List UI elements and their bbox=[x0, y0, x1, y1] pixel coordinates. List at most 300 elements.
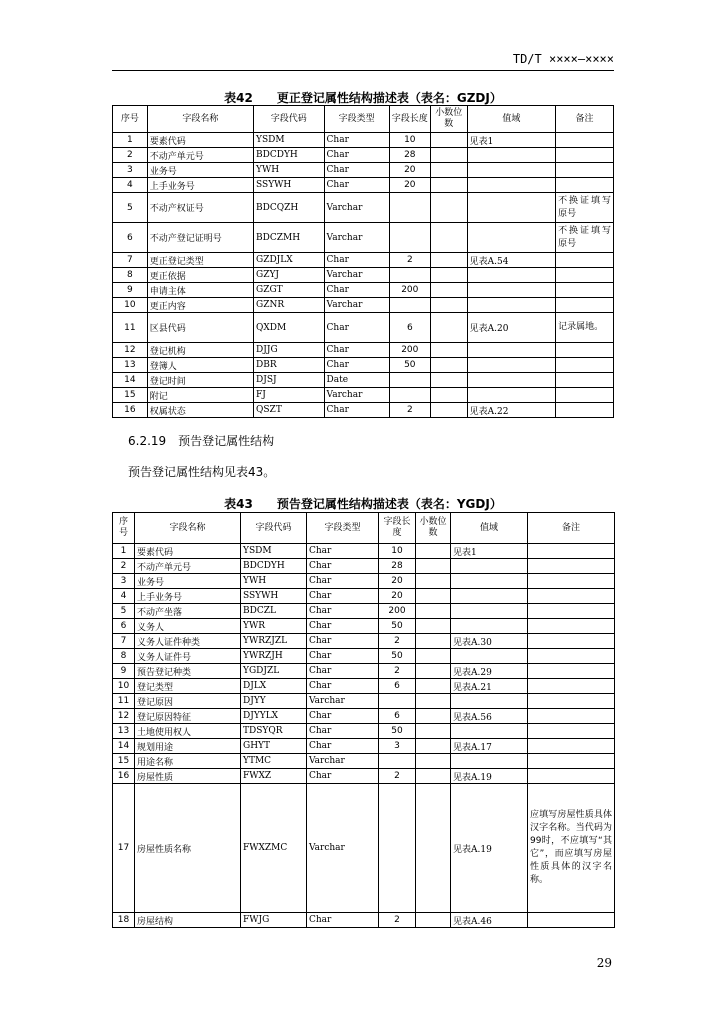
table-cell: 更正内容 bbox=[147, 298, 253, 313]
table-row bbox=[113, 313, 614, 343]
table-cell: 16 bbox=[113, 403, 148, 418]
table-cell: 1 bbox=[113, 133, 148, 148]
table-cell: 见表A.17 bbox=[451, 739, 528, 754]
table-cell: Varchar bbox=[307, 754, 379, 769]
table-cell: DJYYLX bbox=[241, 709, 307, 724]
table43-header-cell: 字段名称 bbox=[135, 513, 241, 544]
table-cell: FJ bbox=[254, 388, 325, 403]
table-row bbox=[113, 298, 614, 313]
section-title: 6.2.19 预告登记属性结构 bbox=[128, 434, 275, 448]
table-cell: Varchar bbox=[307, 784, 379, 913]
table-cell: YGDJZL bbox=[241, 664, 307, 679]
table-cell: YWRZJZL bbox=[241, 634, 307, 649]
table-cell bbox=[467, 283, 555, 298]
table-cell: GZYJ bbox=[254, 268, 325, 283]
table-cell bbox=[451, 604, 528, 619]
table-cell bbox=[416, 634, 451, 649]
table-cell: 12 bbox=[113, 343, 148, 358]
table-cell: BDCDYH bbox=[254, 148, 325, 163]
table-cell: 规划用途 bbox=[135, 739, 241, 754]
table-row bbox=[113, 664, 615, 679]
table42-header-cell: 字段代码 bbox=[254, 106, 325, 133]
table-cell bbox=[379, 694, 416, 709]
table-cell bbox=[528, 724, 615, 739]
table-cell: Char bbox=[307, 604, 379, 619]
table-cell: FWJG bbox=[241, 913, 307, 928]
table43 bbox=[112, 512, 615, 928]
table-row bbox=[113, 649, 615, 664]
table-cell: 用途名称 bbox=[135, 754, 241, 769]
table-row bbox=[113, 754, 615, 769]
table-cell: QSZT bbox=[254, 403, 325, 418]
table-row bbox=[113, 769, 615, 784]
table-row bbox=[113, 589, 615, 604]
table-cell bbox=[528, 754, 615, 769]
table-cell: 见表A.29 bbox=[451, 664, 528, 679]
table-cell: 2 bbox=[379, 769, 416, 784]
table42-header-cell: 序号 bbox=[113, 106, 148, 133]
table-cell bbox=[430, 253, 467, 268]
table-cell bbox=[556, 133, 614, 148]
table-cell bbox=[467, 358, 555, 373]
table-cell: 登簿人 bbox=[147, 358, 253, 373]
table-cell: 不动产坐落 bbox=[135, 604, 241, 619]
table-cell: 11 bbox=[113, 313, 148, 343]
table-cell: TDSYQR bbox=[241, 724, 307, 739]
table43-header-cell: 值域 bbox=[451, 513, 528, 544]
table-cell: 4 bbox=[113, 178, 148, 193]
table-cell bbox=[416, 664, 451, 679]
table-cell: Varchar bbox=[324, 268, 389, 283]
table-cell: 房屋性质 bbox=[135, 769, 241, 784]
table-cell: 20 bbox=[389, 178, 430, 193]
table-cell bbox=[528, 559, 615, 574]
table-cell: 业务号 bbox=[135, 574, 241, 589]
table-row bbox=[113, 388, 614, 403]
table-cell: 权属状态 bbox=[147, 403, 253, 418]
table42-header-cell: 字段类型 bbox=[324, 106, 389, 133]
table-cell: 50 bbox=[389, 358, 430, 373]
table-cell: YWR bbox=[241, 619, 307, 634]
table-cell: DBR bbox=[254, 358, 325, 373]
table-row bbox=[113, 694, 615, 709]
table-cell bbox=[451, 754, 528, 769]
table-cell: Char bbox=[324, 148, 389, 163]
table-cell: Char bbox=[307, 634, 379, 649]
table-row bbox=[113, 373, 614, 388]
table-cell: 见表1 bbox=[467, 133, 555, 148]
table-cell: DJJG bbox=[254, 343, 325, 358]
table-cell bbox=[467, 268, 555, 283]
page-number: 29 bbox=[596, 956, 612, 970]
table-cell: 20 bbox=[379, 574, 416, 589]
table-cell: 2 bbox=[389, 253, 430, 268]
table-cell bbox=[556, 148, 614, 163]
table-cell: 义务人 bbox=[135, 619, 241, 634]
table-cell: 3 bbox=[113, 163, 148, 178]
table-cell: 不动产单元号 bbox=[147, 148, 253, 163]
table-cell: 更正依据 bbox=[147, 268, 253, 283]
table-cell: 2 bbox=[113, 148, 148, 163]
table-cell bbox=[389, 388, 430, 403]
table43-header-cell: 字段类型 bbox=[307, 513, 379, 544]
table-cell: 15 bbox=[113, 754, 135, 769]
table-cell: 50 bbox=[379, 724, 416, 739]
table-cell bbox=[416, 649, 451, 664]
table-cell: YSDM bbox=[241, 544, 307, 559]
table-cell: 28 bbox=[389, 148, 430, 163]
table-row bbox=[113, 148, 614, 163]
table42 bbox=[112, 105, 614, 418]
table-cell: 9 bbox=[113, 283, 148, 298]
table-cell: Varchar bbox=[324, 193, 389, 223]
table-row bbox=[113, 268, 614, 283]
table-cell: Char bbox=[307, 709, 379, 724]
table-cell: 不换证填写原号 bbox=[556, 223, 614, 253]
table43-header-cell: 序号 bbox=[113, 513, 135, 544]
table-cell bbox=[416, 709, 451, 724]
table-cell: YWH bbox=[241, 574, 307, 589]
table-cell: Varchar bbox=[324, 388, 389, 403]
table-cell: 2 bbox=[379, 913, 416, 928]
table-cell: Char bbox=[307, 574, 379, 589]
table-cell bbox=[528, 589, 615, 604]
table-cell bbox=[556, 358, 614, 373]
table-cell: 4 bbox=[113, 589, 135, 604]
table-cell bbox=[467, 178, 555, 193]
table-cell bbox=[556, 388, 614, 403]
table-cell bbox=[451, 619, 528, 634]
table-cell bbox=[416, 739, 451, 754]
table-cell: GHYT bbox=[241, 739, 307, 754]
table-cell bbox=[467, 373, 555, 388]
table-cell: 6 bbox=[379, 709, 416, 724]
table-cell bbox=[430, 403, 467, 418]
table-cell: 见表A.19 bbox=[451, 784, 528, 913]
table-cell: 7 bbox=[113, 634, 135, 649]
table-cell: BDCZL bbox=[241, 604, 307, 619]
table-cell: 申请主体 bbox=[147, 283, 253, 298]
table-cell: GZNR bbox=[254, 298, 325, 313]
table-cell bbox=[528, 619, 615, 634]
table-cell: 见表A.56 bbox=[451, 709, 528, 724]
table-cell: GZDJLX bbox=[254, 253, 325, 268]
table-row bbox=[113, 679, 615, 694]
table-cell: Char bbox=[324, 403, 389, 418]
table-row bbox=[113, 784, 615, 913]
table-cell: 见表A.22 bbox=[467, 403, 555, 418]
table-cell bbox=[416, 694, 451, 709]
table-cell: 记录属地。 bbox=[556, 313, 614, 343]
table-cell: 2 bbox=[379, 634, 416, 649]
table43-header-cell: 字段长度 bbox=[379, 513, 416, 544]
table-cell: 14 bbox=[113, 739, 135, 754]
table-cell: 见表1 bbox=[451, 544, 528, 559]
table-cell bbox=[430, 148, 467, 163]
table-cell bbox=[556, 283, 614, 298]
table-row bbox=[113, 178, 614, 193]
table-cell: 2 bbox=[113, 559, 135, 574]
table-cell bbox=[467, 388, 555, 403]
table-cell bbox=[416, 769, 451, 784]
table-cell: 应填写房屋性质具体汉字名称。当代码为99时，不应填写“其它”，而应填写房屋性质具体的汉字名称。 bbox=[528, 784, 615, 913]
table-cell: 6 bbox=[379, 679, 416, 694]
table-cell: 见表A.54 bbox=[467, 253, 555, 268]
table-cell bbox=[430, 298, 467, 313]
table43-header-cell: 字段代码 bbox=[241, 513, 307, 544]
table-cell: Char bbox=[324, 313, 389, 343]
table-cell bbox=[416, 724, 451, 739]
table-cell bbox=[389, 268, 430, 283]
table-row bbox=[113, 163, 614, 178]
table-cell: 50 bbox=[379, 649, 416, 664]
table-cell: 10 bbox=[113, 298, 148, 313]
table-cell bbox=[430, 178, 467, 193]
table-cell: 上手业务号 bbox=[135, 589, 241, 604]
table-cell: 房屋性质名称 bbox=[135, 784, 241, 913]
table-cell bbox=[467, 298, 555, 313]
table-cell bbox=[528, 649, 615, 664]
table-cell: 200 bbox=[389, 343, 430, 358]
table-cell: 见表A.20 bbox=[467, 313, 555, 343]
table-cell bbox=[430, 343, 467, 358]
table-cell bbox=[430, 358, 467, 373]
table-cell: Char bbox=[324, 253, 389, 268]
table-cell: 2 bbox=[379, 664, 416, 679]
table-cell: 20 bbox=[379, 589, 416, 604]
table-row bbox=[113, 709, 615, 724]
table-cell: SSYWH bbox=[254, 178, 325, 193]
table-row bbox=[113, 223, 614, 253]
table-cell: 10 bbox=[389, 133, 430, 148]
table-row bbox=[113, 604, 615, 619]
table-cell: 更正登记类型 bbox=[147, 253, 253, 268]
table-cell bbox=[556, 178, 614, 193]
table43-header-row bbox=[113, 513, 615, 544]
table-cell: 义务人证件种类 bbox=[135, 634, 241, 649]
table-cell: 土地使用权人 bbox=[135, 724, 241, 739]
table-cell bbox=[467, 193, 555, 223]
table-cell bbox=[528, 634, 615, 649]
table-cell bbox=[416, 604, 451, 619]
table-cell bbox=[528, 694, 615, 709]
table-cell: 不动产权证号 bbox=[147, 193, 253, 223]
table42-header-cell: 备注 bbox=[556, 106, 614, 133]
table42-header-cell: 值域 bbox=[467, 106, 555, 133]
table-cell bbox=[556, 253, 614, 268]
table-cell: 业务号 bbox=[147, 163, 253, 178]
table-cell: Char bbox=[324, 163, 389, 178]
table-row bbox=[113, 559, 615, 574]
table-cell: Char bbox=[307, 739, 379, 754]
table-cell: Char bbox=[307, 913, 379, 928]
table-cell: 5 bbox=[113, 193, 148, 223]
table-cell: 7 bbox=[113, 253, 148, 268]
table-row bbox=[113, 544, 615, 559]
table-row bbox=[113, 343, 614, 358]
table-cell: 28 bbox=[379, 559, 416, 574]
table-cell: Char bbox=[307, 619, 379, 634]
table-cell bbox=[451, 724, 528, 739]
table-cell: 不动产登记证明号 bbox=[147, 223, 253, 253]
table-cell: YWH bbox=[254, 163, 325, 178]
table42-header-row bbox=[113, 106, 614, 133]
table-cell bbox=[430, 268, 467, 283]
table-cell: 见表A.30 bbox=[451, 634, 528, 649]
table-cell: 见表A.19 bbox=[451, 769, 528, 784]
table-cell: DJSJ bbox=[254, 373, 325, 388]
table-cell bbox=[451, 649, 528, 664]
table-row bbox=[113, 133, 614, 148]
table43-header-cell: 小数位数 bbox=[416, 513, 451, 544]
table-cell: 登记机构 bbox=[147, 343, 253, 358]
table-cell bbox=[467, 223, 555, 253]
table42-caption: 表42 更正登记属性结构描述表（表名：GZDJ） bbox=[224, 91, 502, 105]
table-cell: 8 bbox=[113, 268, 148, 283]
table-cell bbox=[528, 604, 615, 619]
table-cell: 登记原因 bbox=[135, 694, 241, 709]
table-cell: 1 bbox=[113, 544, 135, 559]
table-cell: 200 bbox=[389, 283, 430, 298]
table-cell: 8 bbox=[113, 649, 135, 664]
table-cell: 见表A.21 bbox=[451, 679, 528, 694]
table-cell: Char bbox=[307, 559, 379, 574]
table-cell: BDCDYH bbox=[241, 559, 307, 574]
table-cell: Char bbox=[307, 544, 379, 559]
table-cell: Varchar bbox=[324, 298, 389, 313]
table-cell bbox=[416, 754, 451, 769]
table-cell bbox=[528, 679, 615, 694]
table-cell bbox=[416, 589, 451, 604]
table-cell bbox=[416, 544, 451, 559]
table-cell: YSDM bbox=[254, 133, 325, 148]
table-cell bbox=[389, 193, 430, 223]
table-cell: 13 bbox=[113, 724, 135, 739]
table-cell: 区县代码 bbox=[147, 313, 253, 343]
table-row bbox=[113, 253, 614, 268]
table-cell: 6 bbox=[389, 313, 430, 343]
table-cell: Char bbox=[324, 343, 389, 358]
table-cell: YWRZJH bbox=[241, 649, 307, 664]
table-cell bbox=[556, 163, 614, 178]
table-cell: 11 bbox=[113, 694, 135, 709]
table-cell bbox=[430, 388, 467, 403]
table-cell: Char bbox=[307, 724, 379, 739]
table-cell bbox=[389, 298, 430, 313]
table-cell bbox=[430, 193, 467, 223]
table-cell: Varchar bbox=[307, 694, 379, 709]
table-cell: YTMC bbox=[241, 754, 307, 769]
table-cell: 18 bbox=[113, 913, 135, 928]
table-cell bbox=[451, 589, 528, 604]
table-cell: 要素代码 bbox=[135, 544, 241, 559]
table-row bbox=[113, 634, 615, 649]
table-cell bbox=[528, 664, 615, 679]
table-cell: FWXZMC bbox=[241, 784, 307, 913]
section-paragraph: 预告登记属性结构见表43。 bbox=[128, 465, 276, 479]
table-cell bbox=[451, 574, 528, 589]
table-row bbox=[113, 574, 615, 589]
table-cell: 6 bbox=[113, 619, 135, 634]
table-cell: 登记类型 bbox=[135, 679, 241, 694]
table-cell: 200 bbox=[379, 604, 416, 619]
header-rule bbox=[112, 70, 614, 71]
table-cell bbox=[430, 163, 467, 178]
table-cell: DJYY bbox=[241, 694, 307, 709]
table-cell: 50 bbox=[379, 619, 416, 634]
table-cell bbox=[556, 268, 614, 283]
table-cell bbox=[416, 574, 451, 589]
table-cell: Char bbox=[324, 178, 389, 193]
table-cell: 16 bbox=[113, 769, 135, 784]
table-cell: 房屋结构 bbox=[135, 913, 241, 928]
table-cell: 5 bbox=[113, 604, 135, 619]
table42-header-cell: 字段名称 bbox=[147, 106, 253, 133]
table-cell bbox=[389, 373, 430, 388]
table-cell bbox=[416, 619, 451, 634]
table-cell: 6 bbox=[113, 223, 148, 253]
table-cell: Char bbox=[324, 358, 389, 373]
table-cell: Char bbox=[307, 769, 379, 784]
table-cell: 13 bbox=[113, 358, 148, 373]
table-cell: GZGT bbox=[254, 283, 325, 298]
table-cell bbox=[467, 148, 555, 163]
table42-header-cell: 小数位数 bbox=[430, 106, 467, 133]
table-cell bbox=[528, 739, 615, 754]
table-cell: Char bbox=[307, 664, 379, 679]
table-row bbox=[113, 283, 614, 298]
table-row bbox=[113, 403, 614, 418]
table-cell bbox=[430, 313, 467, 343]
table-row bbox=[113, 193, 614, 223]
table-cell bbox=[451, 694, 528, 709]
table-cell: 20 bbox=[389, 163, 430, 178]
table-cell bbox=[430, 283, 467, 298]
table-cell bbox=[467, 343, 555, 358]
table-cell bbox=[430, 133, 467, 148]
table-cell: 17 bbox=[113, 784, 135, 913]
table-row bbox=[113, 913, 615, 928]
table-cell: 登记时间 bbox=[147, 373, 253, 388]
table-cell bbox=[528, 574, 615, 589]
table-cell: BDCQZH bbox=[254, 193, 325, 223]
table-cell bbox=[379, 784, 416, 913]
table43-header-cell: 备注 bbox=[528, 513, 615, 544]
table-cell: 12 bbox=[113, 709, 135, 724]
document-header: TD/T ××××—×××× bbox=[512, 52, 614, 66]
table-cell: 不换证填写原号 bbox=[556, 193, 614, 223]
table-cell: BDCZMH bbox=[254, 223, 325, 253]
table-cell: 见表A.46 bbox=[451, 913, 528, 928]
table-cell bbox=[556, 403, 614, 418]
table-cell bbox=[430, 223, 467, 253]
table-cell: Char bbox=[324, 283, 389, 298]
table42-header-cell: 字段长度 bbox=[389, 106, 430, 133]
table-cell bbox=[416, 559, 451, 574]
table-cell: 9 bbox=[113, 664, 135, 679]
table-cell bbox=[389, 223, 430, 253]
table-cell: Date bbox=[324, 373, 389, 388]
table-cell: SSYWH bbox=[241, 589, 307, 604]
table-cell: 不动产单元号 bbox=[135, 559, 241, 574]
table43-caption: 表43 预告登记属性结构描述表（表名：YGDJ） bbox=[224, 497, 502, 511]
table-cell: QXDM bbox=[254, 313, 325, 343]
table-cell: 10 bbox=[113, 679, 135, 694]
table-cell bbox=[430, 373, 467, 388]
table-cell bbox=[379, 754, 416, 769]
table-cell bbox=[528, 544, 615, 559]
table-cell bbox=[416, 913, 451, 928]
